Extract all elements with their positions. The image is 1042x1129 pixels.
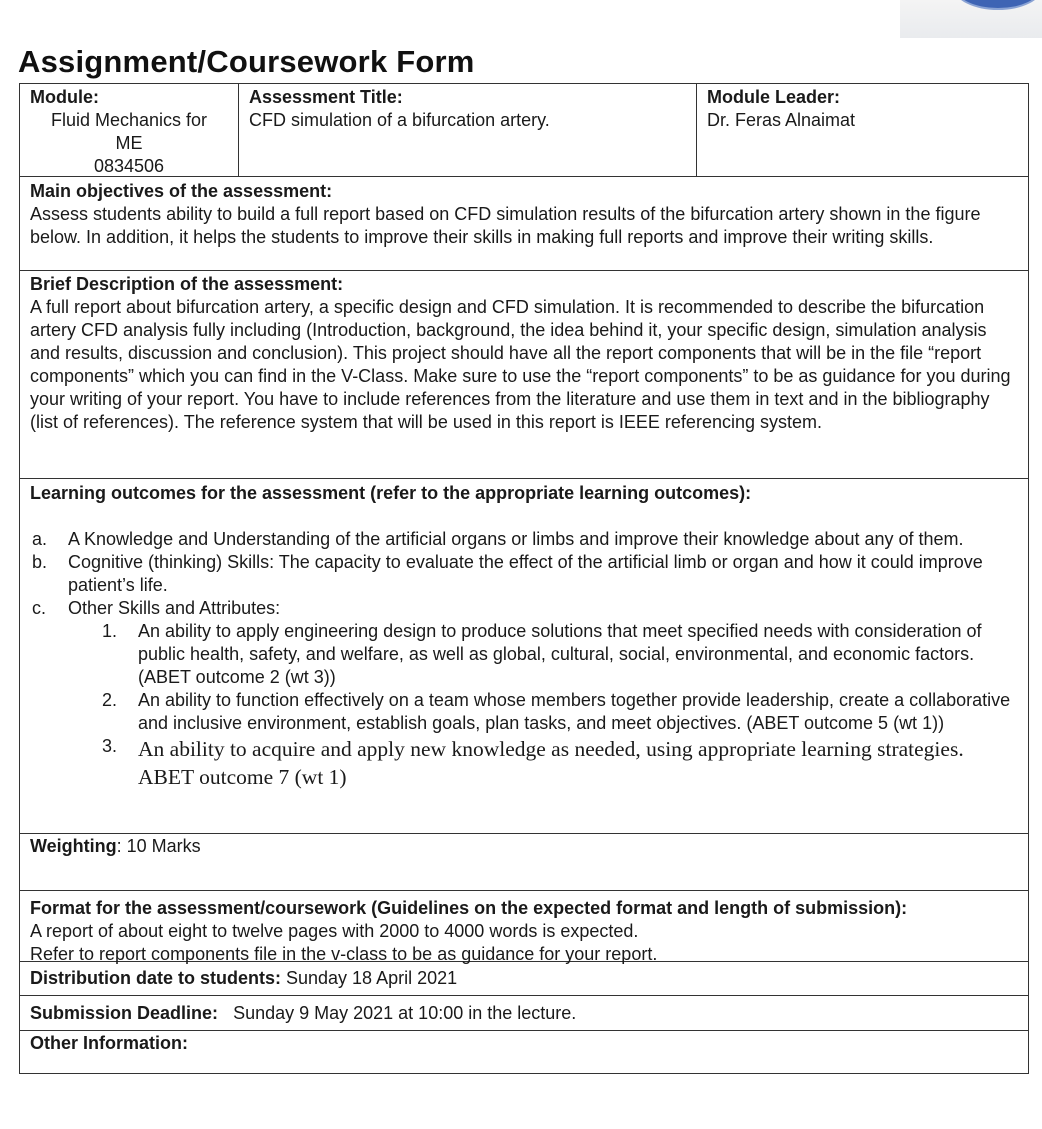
- sub-list-item: [102, 735, 1018, 791]
- format-label: Format for the assessment/coursework (Guidelines on the expected format and length of submission):: [30, 898, 908, 918]
- description-text: A full report about bifurcation artery, a specific design and CFD simulation. It is recommended to describe the bifurcation artery CFD analysis fully including (Introduction, background, the idea behind it, your specific design, simulation analysis and results, discussion and conclusion). This project should have all the report components that will be in the file “report components” which you can find in the V-Class. Make sure to use the “report components” to be as guidance for you during your writing of your report. You have to include references from the literature and use them in text and in the bibliography (list of references). The reference system that will be used in this report is IEEE referencing system.: [30, 297, 1011, 432]
- assessment-title: CFD simulation of a bifurcation artery.: [249, 110, 550, 130]
- module-cell: [20, 84, 239, 176]
- learning-outcomes-section: [20, 478, 1028, 833]
- weighting-value: : 10 Marks: [116, 836, 201, 856]
- list-item-text: Other Skills and Attributes:: [68, 598, 281, 618]
- module-name-line2: ME: [115, 133, 143, 153]
- sub-list-item-text: An ability to function effectively on a team whose members together provide leadership, create a collaborative and inclusive environment, establish goals, plan tasks, and meet objectives. (ABET outcome 5 (wt 1)): [138, 690, 1011, 733]
- weighting-label: Weighting: [30, 836, 117, 856]
- sub-list-item: [102, 689, 1018, 735]
- module-code: 0834506: [93, 156, 165, 176]
- list-marker: c.: [32, 598, 47, 618]
- sub-list-item: [102, 620, 1018, 689]
- sub-list-item-text: An ability to apply engineering design to produce solutions that meet specified needs with consideration of public health, safety, and welfare, as well as global, cultural, social, environmental, and economic factors. (ABET outcome 2 (wt 3)): [138, 621, 982, 687]
- sub-list-marker: 1.: [102, 621, 118, 641]
- header-row: [20, 84, 1028, 176]
- description-label: Brief Description of the assessment:: [30, 274, 344, 294]
- distribution-label: Distribution date to students:: [30, 968, 281, 988]
- description-section: [20, 270, 1028, 478]
- distribution-value: Sunday 18 April 2021: [281, 968, 458, 988]
- learning-outcomes-label: Learning outcomes for the assessment (refer to the appropriate learning outcomes):: [30, 483, 752, 503]
- module-leader-label: Module Leader:: [707, 87, 841, 107]
- module-name-line1: Fluid Mechanics for: [50, 110, 208, 130]
- list-marker: b.: [32, 552, 48, 572]
- coursework-form-table: [19, 83, 1029, 1074]
- distribution-section: [20, 961, 1028, 995]
- objectives-label: Main objectives of the assessment:: [30, 181, 333, 201]
- sub-list-marker: 3.: [102, 736, 118, 756]
- format-line-2: Refer to report components file in the v-class to be as guidance for your report.: [30, 944, 658, 964]
- objectives-section: [20, 176, 1028, 270]
- assessment-title-label: Assessment Title:: [249, 87, 403, 107]
- module-leader: Dr. Feras Alnaimat: [707, 110, 856, 130]
- format-line-1: A report of about eight to twelve pages with 2000 to 4000 words is expected.: [30, 921, 639, 941]
- module-label: Module:: [30, 87, 99, 107]
- objectives-text: Assess students ability to build a full report based on CFD simulation results of the bifurcation artery shown in the figure below. In addition, it helps the students to improve their skills in making full reports and improve their writing skills.: [30, 204, 981, 247]
- other-information-section: [20, 1030, 1028, 1073]
- module-leader-cell: [697, 84, 1028, 176]
- submission-value: Sunday 9 May 2021 at 10:00 in the lecture.: [233, 1003, 577, 1023]
- submission-section: [20, 995, 1028, 1030]
- logo-emblem-icon: [954, 0, 1042, 10]
- sub-list-item-text: An ability to acquire and apply new knowledge as needed, using appropriate learning strategies. ABET outcome 7 (wt 1): [138, 737, 964, 789]
- university-logo: [900, 0, 1042, 38]
- weighting-section: [20, 833, 1028, 890]
- other-information-label: Other Information:: [30, 1033, 188, 1053]
- assessment-title-cell: [239, 84, 697, 176]
- list-marker: a.: [32, 529, 48, 549]
- list-item-text: Cognitive (thinking) Skills: The capacity to evaluate the effect of the artificial limb or organ and how it could improve patient’s life.: [68, 552, 983, 595]
- list-item: [30, 528, 1018, 551]
- list-item: [30, 597, 1018, 620]
- page-title: Assignment/Coursework Form: [18, 44, 475, 79]
- submission-label: Submission Deadline:: [30, 1003, 219, 1023]
- sub-list-marker: 2.: [102, 690, 118, 710]
- list-item: [30, 551, 1018, 597]
- format-section: [20, 890, 1028, 964]
- list-item-text: A Knowledge and Understanding of the artificial organs or limbs and improve their knowledge about any of them.: [68, 529, 964, 549]
